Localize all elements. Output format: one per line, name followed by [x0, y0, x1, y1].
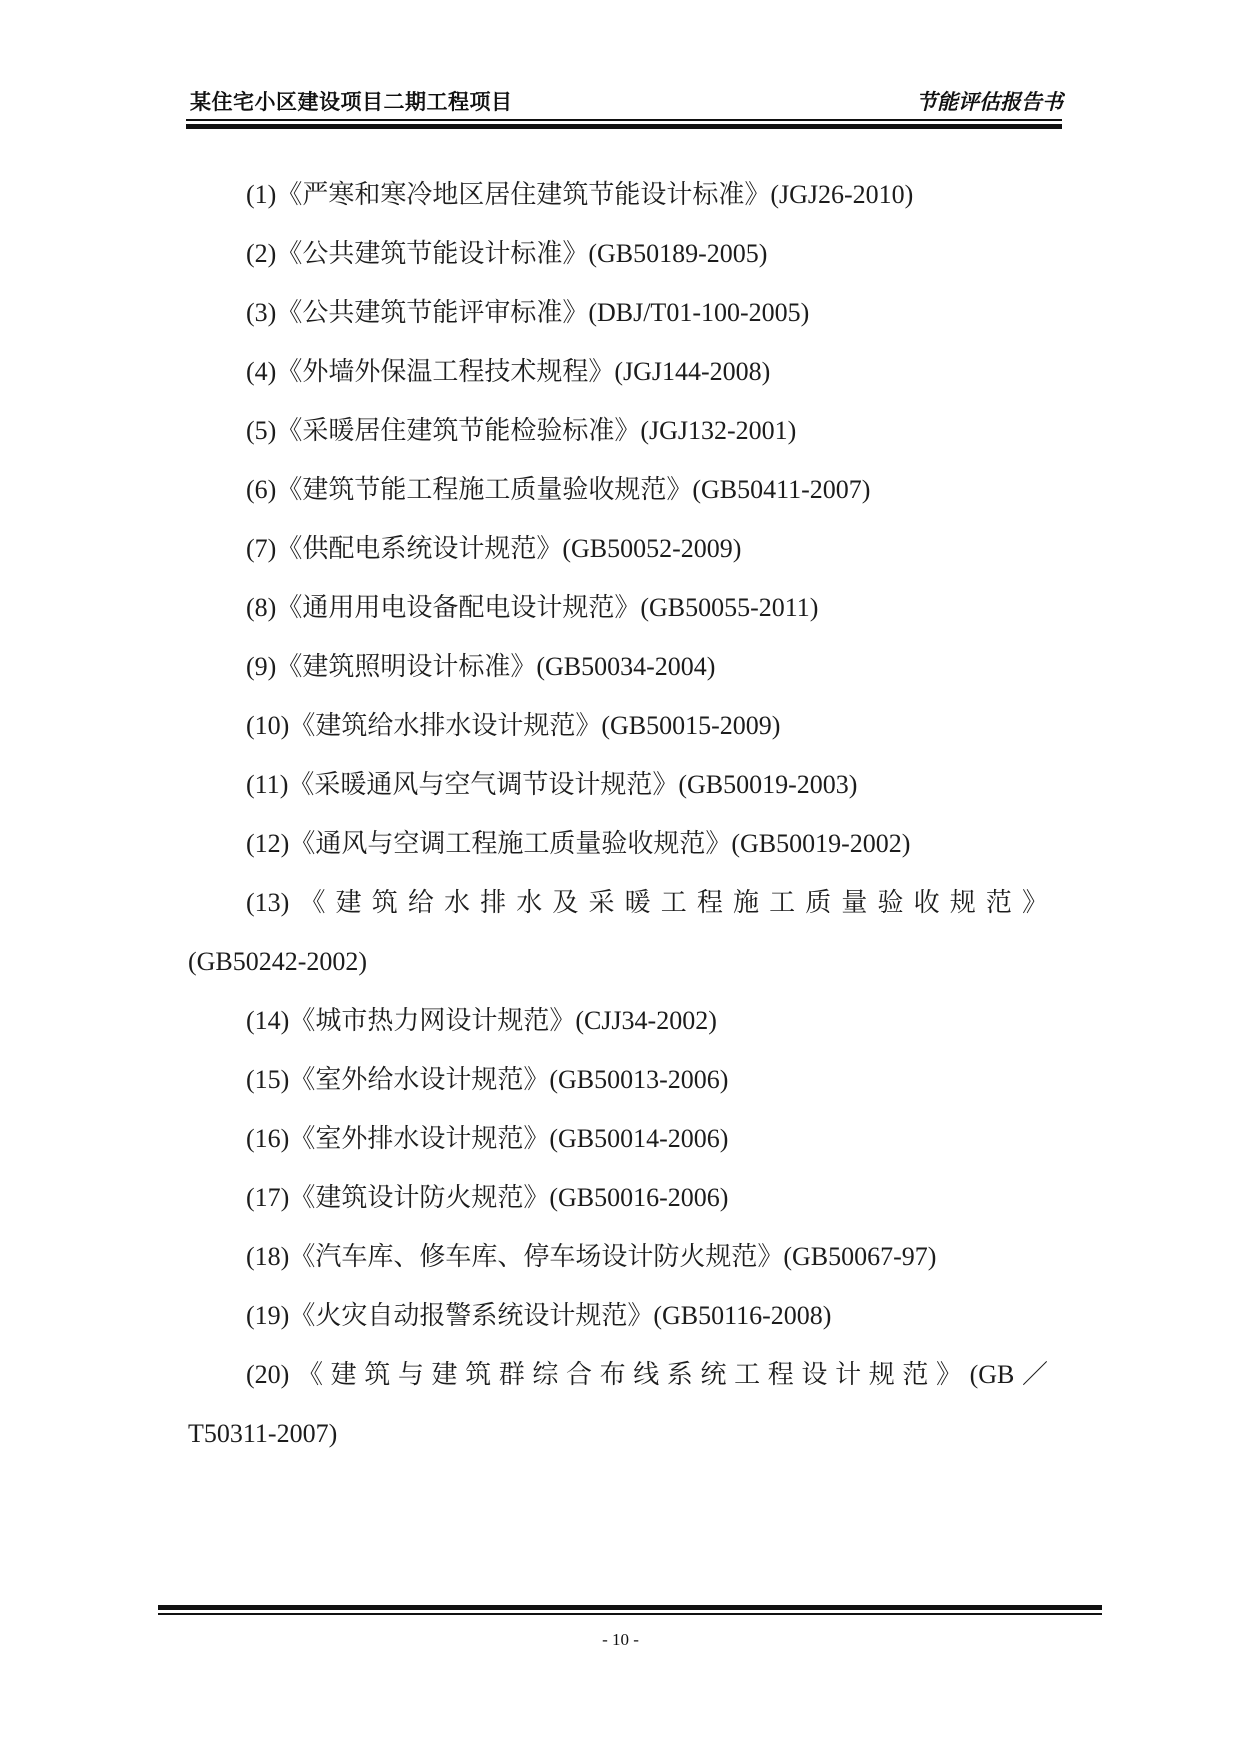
reference-item: (12)《通风与空调工程施工质量验收规范》(GB50019-2002)	[246, 829, 911, 858]
reference-item: (20)《建筑与建筑群综合布线系统工程设计规范》(GB／	[246, 1360, 1048, 1389]
reference-item: (8)《通用用电设备配电设计规范》(GB50055-2011)	[246, 593, 819, 622]
reference-item: (17)《建筑设计防火规范》(GB50016-2006)	[246, 1183, 729, 1212]
reference-item: (4)《外墙外保温工程技术规程》(JGJ144-2008)	[246, 357, 771, 386]
reference-item: (19)《火灾自动报警系统设计规范》(GB50116-2008)	[246, 1301, 832, 1330]
reference-item: (10)《建筑给水排水设计规范》(GB50015-2009)	[246, 711, 781, 740]
header-report-title: 节能评估报告书	[916, 90, 1063, 114]
footer-divider-thin	[158, 1613, 1102, 1615]
reference-item-continuation: (GB50242-2002)	[188, 947, 368, 976]
reference-item: (9)《建筑照明设计标准》(GB50034-2004)	[246, 652, 716, 681]
reference-item: (2)《公共建筑节能设计标准》(GB50189-2005)	[246, 239, 768, 268]
reference-item: (13)《建筑给水排水及采暖工程施工质量验收规范》	[246, 888, 1048, 917]
reference-item: (7)《供配电系统设计规范》(GB50052-2009)	[246, 534, 742, 563]
reference-item: (3)《公共建筑节能评审标准》(DBJ/T01-100-2005)	[246, 298, 810, 327]
footer-divider-thick	[158, 1605, 1102, 1610]
reference-item: (18)《汽车库、修车库、停车场设计防火规范》(GB50067-97)	[246, 1242, 937, 1271]
header-project-title: 某住宅小区建设项目二期工程项目	[190, 90, 513, 114]
reference-item: (5)《采暖居住建筑节能检验标准》(JGJ132-2001)	[246, 416, 797, 445]
reference-item: (11)《采暖通风与空气调节设计规范》(GB50019-2003)	[246, 770, 858, 799]
page-number: - 10 -	[602, 1630, 639, 1649]
reference-item: (16)《室外排水设计规范》(GB50014-2006)	[246, 1124, 729, 1153]
reference-item: (6)《建筑节能工程施工质量验收规范》(GB50411-2007)	[246, 475, 871, 504]
reference-item: (1)《严寒和寒冷地区居住建筑节能设计标准》(JGJ26-2010)	[246, 180, 914, 209]
header-divider-thin	[186, 119, 1062, 121]
reference-item: (14)《城市热力网设计规范》(CJJ34-2002)	[246, 1006, 717, 1035]
reference-item-continuation: T50311-2007)	[188, 1419, 338, 1448]
header-divider-thick	[186, 124, 1062, 129]
reference-item: (15)《室外给水设计规范》(GB50013-2006)	[246, 1065, 729, 1094]
